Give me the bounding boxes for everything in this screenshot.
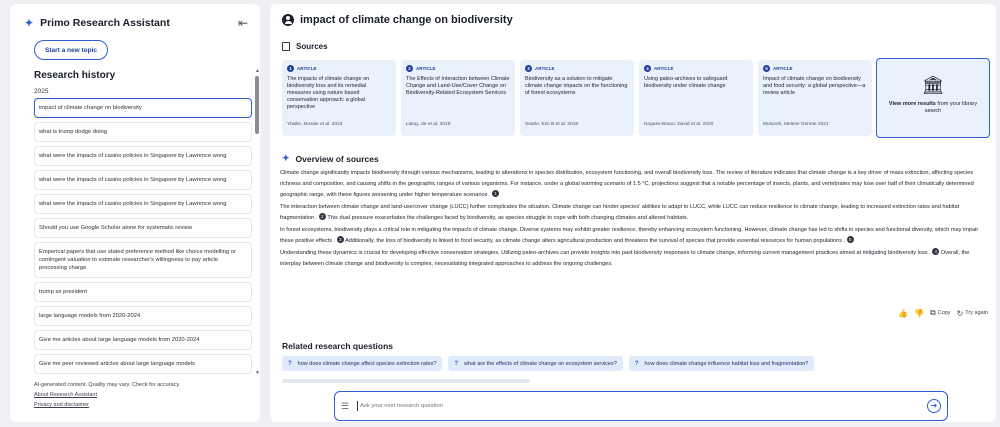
sidebar (10, 4, 260, 422)
source-authors: Nogues-Bravo, David et al. 2020 (644, 122, 714, 127)
copy-button[interactable] (930, 308, 951, 318)
source-type: ARTICLE (773, 66, 793, 71)
thumbs-up-icon[interactable]: 👍 (898, 308, 909, 318)
sources-row (282, 58, 992, 140)
view-more-rest: from your library search (924, 101, 978, 114)
view-more-bold: View more results (888, 101, 936, 107)
overview-paragraph (280, 202, 990, 224)
document-icon (282, 42, 290, 51)
history-year: 2025 (34, 88, 49, 95)
about-link[interactable]: About Research Assistant (34, 392, 97, 398)
sidebar-footer (34, 380, 180, 410)
history-item[interactable]: impact of climate change on biodiversity (34, 98, 252, 118)
source-type: ARTICLE (535, 66, 555, 71)
citation-badge[interactable]: 3 (337, 236, 344, 243)
overview-paragraph (280, 168, 990, 201)
related-question-chip[interactable] (629, 356, 815, 371)
source-authors: Ybabe, Mussie et al. 2023 (287, 122, 343, 127)
history-item[interactable]: Emperical papers that use stated preference method like choice modelling or contingent valuation to estimate researcher's willingness to pay article processing charge (34, 242, 252, 278)
related-question-chip[interactable] (282, 356, 442, 371)
copy-label: Copy (937, 310, 951, 316)
scroll-down-icon[interactable]: ▼ (255, 370, 260, 376)
faint-placeholder-bar (282, 379, 530, 383)
overview-text-span: Climate change significantly impacts biodiversity through various mechanisms, leading to alterations in species distribution, ecosystem functioning, and overall biodiversity loss. The review of literature indicates that climate change is a key driver of mass extinction, affecting species richness and composition, and causing shifts in the geographic ranges of various organisms. For instance, under a global warming scenario of 1.5 °C, projections suggest that a notable percentage of insects, plants, and vertebrates may lose over half of their climatically determined geographic range, with these figures worsening under higher temperature scenarios . (280, 170, 974, 198)
sources-heading: Sources (296, 42, 328, 51)
history-item[interactable]: what were the impacts of casino policies in Singapore by Lawrence wong (34, 194, 252, 214)
related-question-text: what are the effects of climate change on ecosystem services? (464, 360, 617, 367)
overview-header (282, 153, 379, 164)
source-number: 4 (644, 65, 651, 72)
source-number: 5 (763, 65, 770, 72)
citation-badge[interactable]: 4 (932, 248, 939, 255)
overview-text-span: Understanding these dynamics is crucial for developing effective conservation strategies. Utilizing paleo-archives can provide insights into past biodiversity responses to climate change, informing current management practices aimed at mitigating biodiversity loss . (280, 250, 931, 256)
related-question-chip[interactable] (448, 356, 622, 371)
overview-paragraph (280, 248, 990, 270)
collapse-sidebar-icon[interactable]: ⇤ (237, 16, 248, 30)
source-number: 3 (525, 65, 532, 72)
history-item[interactable]: Should you use Google Scholar alone for systematic review (34, 218, 252, 238)
sidebar-header (24, 14, 248, 32)
sparkle-icon: ✦ (24, 16, 35, 30)
source-authors: Muluneh, Melese Genete 2021 (763, 122, 829, 127)
view-more-text (877, 101, 989, 115)
scrollbar-thumb[interactable] (255, 76, 259, 134)
citation-badge[interactable]: 2 (319, 213, 326, 220)
scroll-up-icon[interactable]: ▲ (255, 68, 260, 74)
source-number: 2 (406, 65, 413, 72)
overview-text-span: Additionally, the loss of biodiversity is linked to food security, as climate change alters agricultural production and threatens the survival of species that provide essential resources for human populations . (345, 238, 846, 244)
source-number: 1 (287, 65, 294, 72)
overview-text-span: The interaction between climate change and land-use/cover change (LUCC) further complicates the situation. Climate change can hinder species' abilities to adapt to LUCC, while LUCC can reduce resilience to climate change, leading to increased extinction rates and habitat fragmentation . (280, 204, 960, 221)
source-type: ARTICLE (297, 66, 317, 71)
source-badge (644, 65, 748, 72)
source-type: ARTICLE (416, 66, 436, 71)
overview-paragraph (280, 225, 990, 247)
source-badge (763, 65, 867, 72)
ai-disclaimer: AI-generated content. Quality may vary. Check for accuracy. (34, 382, 181, 388)
source-title[interactable]: The Effects of Interaction between Climate Change and Land-Use/Cover Change on Biodiversity-Related Ecosystem Services (406, 76, 510, 96)
refresh-icon: ↻ (956, 308, 964, 318)
source-type: ARTICLE (654, 66, 674, 71)
overview-text-span: In forest ecosystems, biodiversity plays a critical role in mitigating the impacts of climate change. Diverse systems may exhibit greater resilience, thereby enhancing ecosystem functioning. However, climate change has led to shifts in species and functional diversity, which may impair these positive effects . (280, 227, 979, 244)
source-badge (406, 65, 510, 72)
query-header (282, 14, 513, 26)
history-item[interactable]: Give me peer reviewed articles about large language models (34, 354, 252, 374)
question-input-box[interactable] (334, 391, 948, 421)
overview-text-span: Overall, the interplay between climate change and biodiversity is complex, necessitating integrated approaches to address the ongoing challenges. (280, 250, 970, 267)
source-card[interactable] (401, 60, 515, 136)
source-title[interactable]: The impacts of climate change on biodiversity loss and its remedial measures using nature based conservation approach: a global perspective (287, 76, 370, 110)
history-item[interactable]: large language models from 2020-2024 (34, 306, 252, 326)
overview-heading: Overview of sources (295, 153, 379, 164)
question-icon: ? (454, 360, 459, 367)
query-title: impact of climate change on biodiversity (300, 14, 513, 26)
thumbs-down-icon[interactable]: 👎 (914, 308, 924, 318)
citation-badge[interactable]: 1 (492, 190, 499, 197)
overview-text-span: This dual pressure exacerbates the challenges faced by biodiversity, as species struggle to cope with both changing climates and altered habitats. (327, 215, 689, 221)
source-authors: Liang, Jie et al. 2019 (406, 122, 451, 127)
history-list (34, 98, 252, 376)
related-question-text: how does climate change affect species extinction rates? (297, 360, 437, 367)
question-icon: ? (634, 360, 639, 367)
source-card[interactable] (520, 60, 634, 136)
source-card[interactable] (282, 60, 396, 136)
history-item[interactable]: trump as president (34, 282, 252, 302)
related-question-text: how does climate change influence habitat loss and fragmentation? (644, 360, 809, 367)
research-history-title: Research history (34, 70, 116, 81)
source-card[interactable] (639, 60, 753, 136)
sparkle-icon: ✦ (282, 153, 290, 163)
history-item[interactable]: what were the impacts of casino policies in Singapore by Lawrence wong (34, 170, 252, 190)
source-title[interactable]: Using paleo-archives to safeguard biodiversity under climate change (644, 76, 728, 89)
source-badge (525, 65, 629, 72)
related-questions-heading: Related research questions (282, 341, 394, 351)
sources-header (282, 42, 328, 51)
main-panel (270, 4, 996, 422)
source-card[interactable] (758, 60, 872, 136)
library-icon: 🏛 (921, 75, 945, 95)
source-authors: Searle, Eric B et al. 2018 (525, 122, 579, 127)
history-item[interactable]: what were the impacts of casino policies in Singapore by Lawrence wong (34, 146, 252, 166)
source-title[interactable]: Impact of climate change on biodiversity and food security: a global perspective—a review article (763, 76, 866, 96)
history-scrollbar[interactable] (255, 68, 259, 376)
send-icon[interactable]: ➔ (927, 399, 941, 413)
question-icon: ? (288, 360, 292, 367)
copy-icon: ⧉ (930, 308, 936, 317)
try-again-button[interactable] (957, 309, 988, 318)
history-item[interactable]: Give me articles about large language models from 2020-2024 (34, 330, 252, 350)
answer-actions (898, 308, 988, 318)
overview-text (280, 168, 990, 271)
try-again-label: Try again (965, 310, 988, 316)
privacy-link[interactable]: Privacy and disclaimer (34, 402, 90, 408)
source-title[interactable]: Biodiversity as a solution to mitigate climate change impacts on the functioning of forest ecosystems (525, 76, 628, 96)
citation-badge[interactable]: 5 (847, 236, 854, 243)
text-caret (357, 401, 358, 411)
history-item[interactable]: what is trump dodge doing (34, 122, 252, 142)
user-icon (282, 14, 294, 26)
question-input[interactable] (360, 403, 927, 409)
filter-icon[interactable]: ☰ (341, 400, 350, 411)
related-questions (282, 356, 814, 371)
source-badge (287, 65, 391, 72)
new-topic-button[interactable]: Start a new topic (34, 40, 108, 60)
app-title: Primo Research Assistant (40, 17, 170, 29)
view-more-results-button[interactable] (876, 58, 990, 138)
